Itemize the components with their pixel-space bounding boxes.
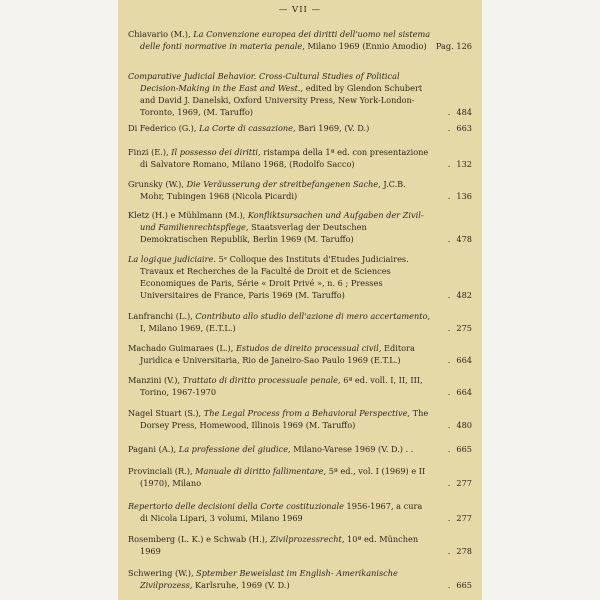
index-entry [128, 342, 472, 366]
entry-details: Bari 1969, (V. D.) [298, 123, 370, 133]
entry-page: . 482 [447, 290, 472, 300]
entry-author: Di Federico (G.), [128, 123, 197, 133]
entry-author: Machado Guimaraes (L.), [128, 343, 234, 353]
entry-title: Sptember Beweislast im English- Amerikanische Zivilprozess, [140, 568, 398, 590]
entry-details: Staatsverlag der Deutschen Demokratischen Republik, Berlin 1969 (M. Taruffo) [140, 222, 367, 244]
entry-details: edited by Glendon Schubert and David J. Danelski, Oxford University Press, New York-London-Toronto, 1969, (M. Taruffo) [140, 83, 423, 117]
index-entry [128, 567, 472, 591]
entry-page: . 665 [447, 444, 472, 454]
entry-details: 6ª ed. voll. I, II, III, Torino, 1967-1970 [140, 375, 423, 397]
entry-details: Milano 1969 (Ennio Amodio) [307, 41, 427, 51]
entry-author: Rosemberg (L. K.) e Schwab (H.), [128, 534, 268, 544]
entry-page: . 278 [447, 546, 472, 556]
entry-title: The Legal Process from a Behavioral Perspective, [203, 408, 411, 418]
index-entry [128, 28, 472, 52]
index-entry [128, 209, 472, 245]
book-page [118, 0, 482, 600]
entry-title: Il possesso dei diritti, [171, 147, 261, 157]
entry-author: Chiavario (M.), [128, 29, 191, 39]
index-entry [128, 443, 472, 455]
entry-details: 5ª ed., vol. I (1969) e II (1970), Milano [140, 466, 426, 488]
index-entry [128, 533, 472, 557]
entry-page: . 132 [447, 159, 472, 169]
entry-author: Finzi (E.), [128, 147, 169, 157]
page-folio: — VII — [278, 5, 322, 15]
entry-details: The Dorsey Press, Homewood, Illinois 1969 (M. Taruffo) [140, 408, 429, 430]
index-entry [128, 178, 472, 202]
entry-page: . 484 [447, 107, 472, 117]
entry-author: Grunsky (W.), [128, 179, 184, 189]
index-entry [128, 70, 472, 118]
entry-author: Schwering (W.), [128, 568, 194, 578]
entry-title: Zivilprozessrecht, [270, 534, 345, 544]
index-entry [128, 374, 472, 398]
entry-page: . 664 [447, 355, 472, 365]
entry-details: Milano-Varese 1969 (V. D.) . . [293, 444, 414, 454]
entry-page: Pag. 126 [435, 41, 472, 51]
entry-title: La Convenzione europea dei diritti dell'uomo nel sistema delle fonti normative in materia penale, [140, 29, 431, 51]
entry-details: 10ª ed. München 1969 [140, 534, 419, 556]
entry-details: 1956-1967, a cura di Nicola Lipari, 3 volumi, Milano 1969 [140, 501, 423, 523]
entry-author: Provinciali (R.), [128, 466, 193, 476]
entry-author: Manzini (V.), [128, 375, 181, 385]
index-entry [128, 500, 472, 524]
entry-details: I, Milano 1969, (E.T.L.) [140, 323, 236, 333]
entry-title: Comparative Judicial Behavior. Cross-Cultural Studies of Political Decision-Making in the East and West., [128, 71, 400, 93]
entry-author: Lanfranchi (L.), [128, 311, 193, 321]
entry-title: Die Veräusserung der streitbefangenen Sache, [186, 179, 381, 189]
entry-page: . 277 [447, 513, 472, 523]
entry-author: Nagel Stuart (S.), [128, 408, 202, 418]
background-right [482, 0, 600, 600]
entry-title: Estudos de direito processual civil, [235, 343, 382, 353]
entry-title: Konfliktsursachen und Aufgaben der Zivil- und Familienrechtspflege, [140, 210, 424, 232]
index-entry [128, 407, 472, 431]
entry-title: La professione del giudice, [178, 444, 291, 454]
index-entry [128, 122, 472, 134]
entry-title: La Corte di cassazione, [199, 123, 296, 133]
entry-title: Contributo allo studio dell'azione di mero accertamento, [195, 311, 431, 321]
index-entry [128, 146, 472, 170]
entry-page: . 478 [447, 234, 472, 244]
entry-page: . 665 [447, 580, 472, 590]
entry-title: Repertorio delle decisioni della Corte costituzionale [128, 501, 344, 511]
entry-title: La logique judiciaire. [128, 254, 217, 264]
index-entry [128, 253, 472, 301]
entry-details: J.C.B. Mohr, Tubingen 1968 (Nicola Picardi) [140, 179, 406, 201]
entry-page: . 664 [447, 387, 472, 397]
entry-page: . 277 [447, 478, 472, 488]
index-entry [128, 310, 472, 334]
entry-title: Manuale di diritto fallimentare, [195, 466, 327, 476]
entry-details: ristampa della 1ª ed. con presentazione di Salvatore Romano, Milano 1968, (Rodolfo Sacco) [140, 147, 429, 169]
entry-title: Trattato di diritto processuale penale, [182, 375, 341, 385]
entry-author: Pagani (A.), [128, 444, 177, 454]
entry-details: Editora Juridica e Universitaria, Rio de Janeiro-Sao Paulo 1969 (E.T.L.) [140, 343, 415, 365]
entry-details: 5ᵉ Colloque des Instituts d'Etudes Judiciaires. Travaux et Recherches de la Faculté de Droit et de Sciences Economiques de Paris, Série « Droit Privé », n. 6 ; Presses Universitaires de France, Paris 1969 (M. Taruffo) [140, 254, 409, 300]
entry-page: . 480 [447, 420, 472, 430]
entry-details: Karlsruhe, 1969 (V. D.) [195, 580, 290, 590]
entry-page: . 663 [447, 123, 472, 133]
entry-page: . 275 [447, 323, 472, 333]
background-left [0, 0, 118, 600]
index-entry [128, 465, 472, 489]
entry-page: . 136 [447, 191, 472, 201]
entry-author: Kletz (H.) e Mühlmann (M.), [128, 210, 246, 220]
